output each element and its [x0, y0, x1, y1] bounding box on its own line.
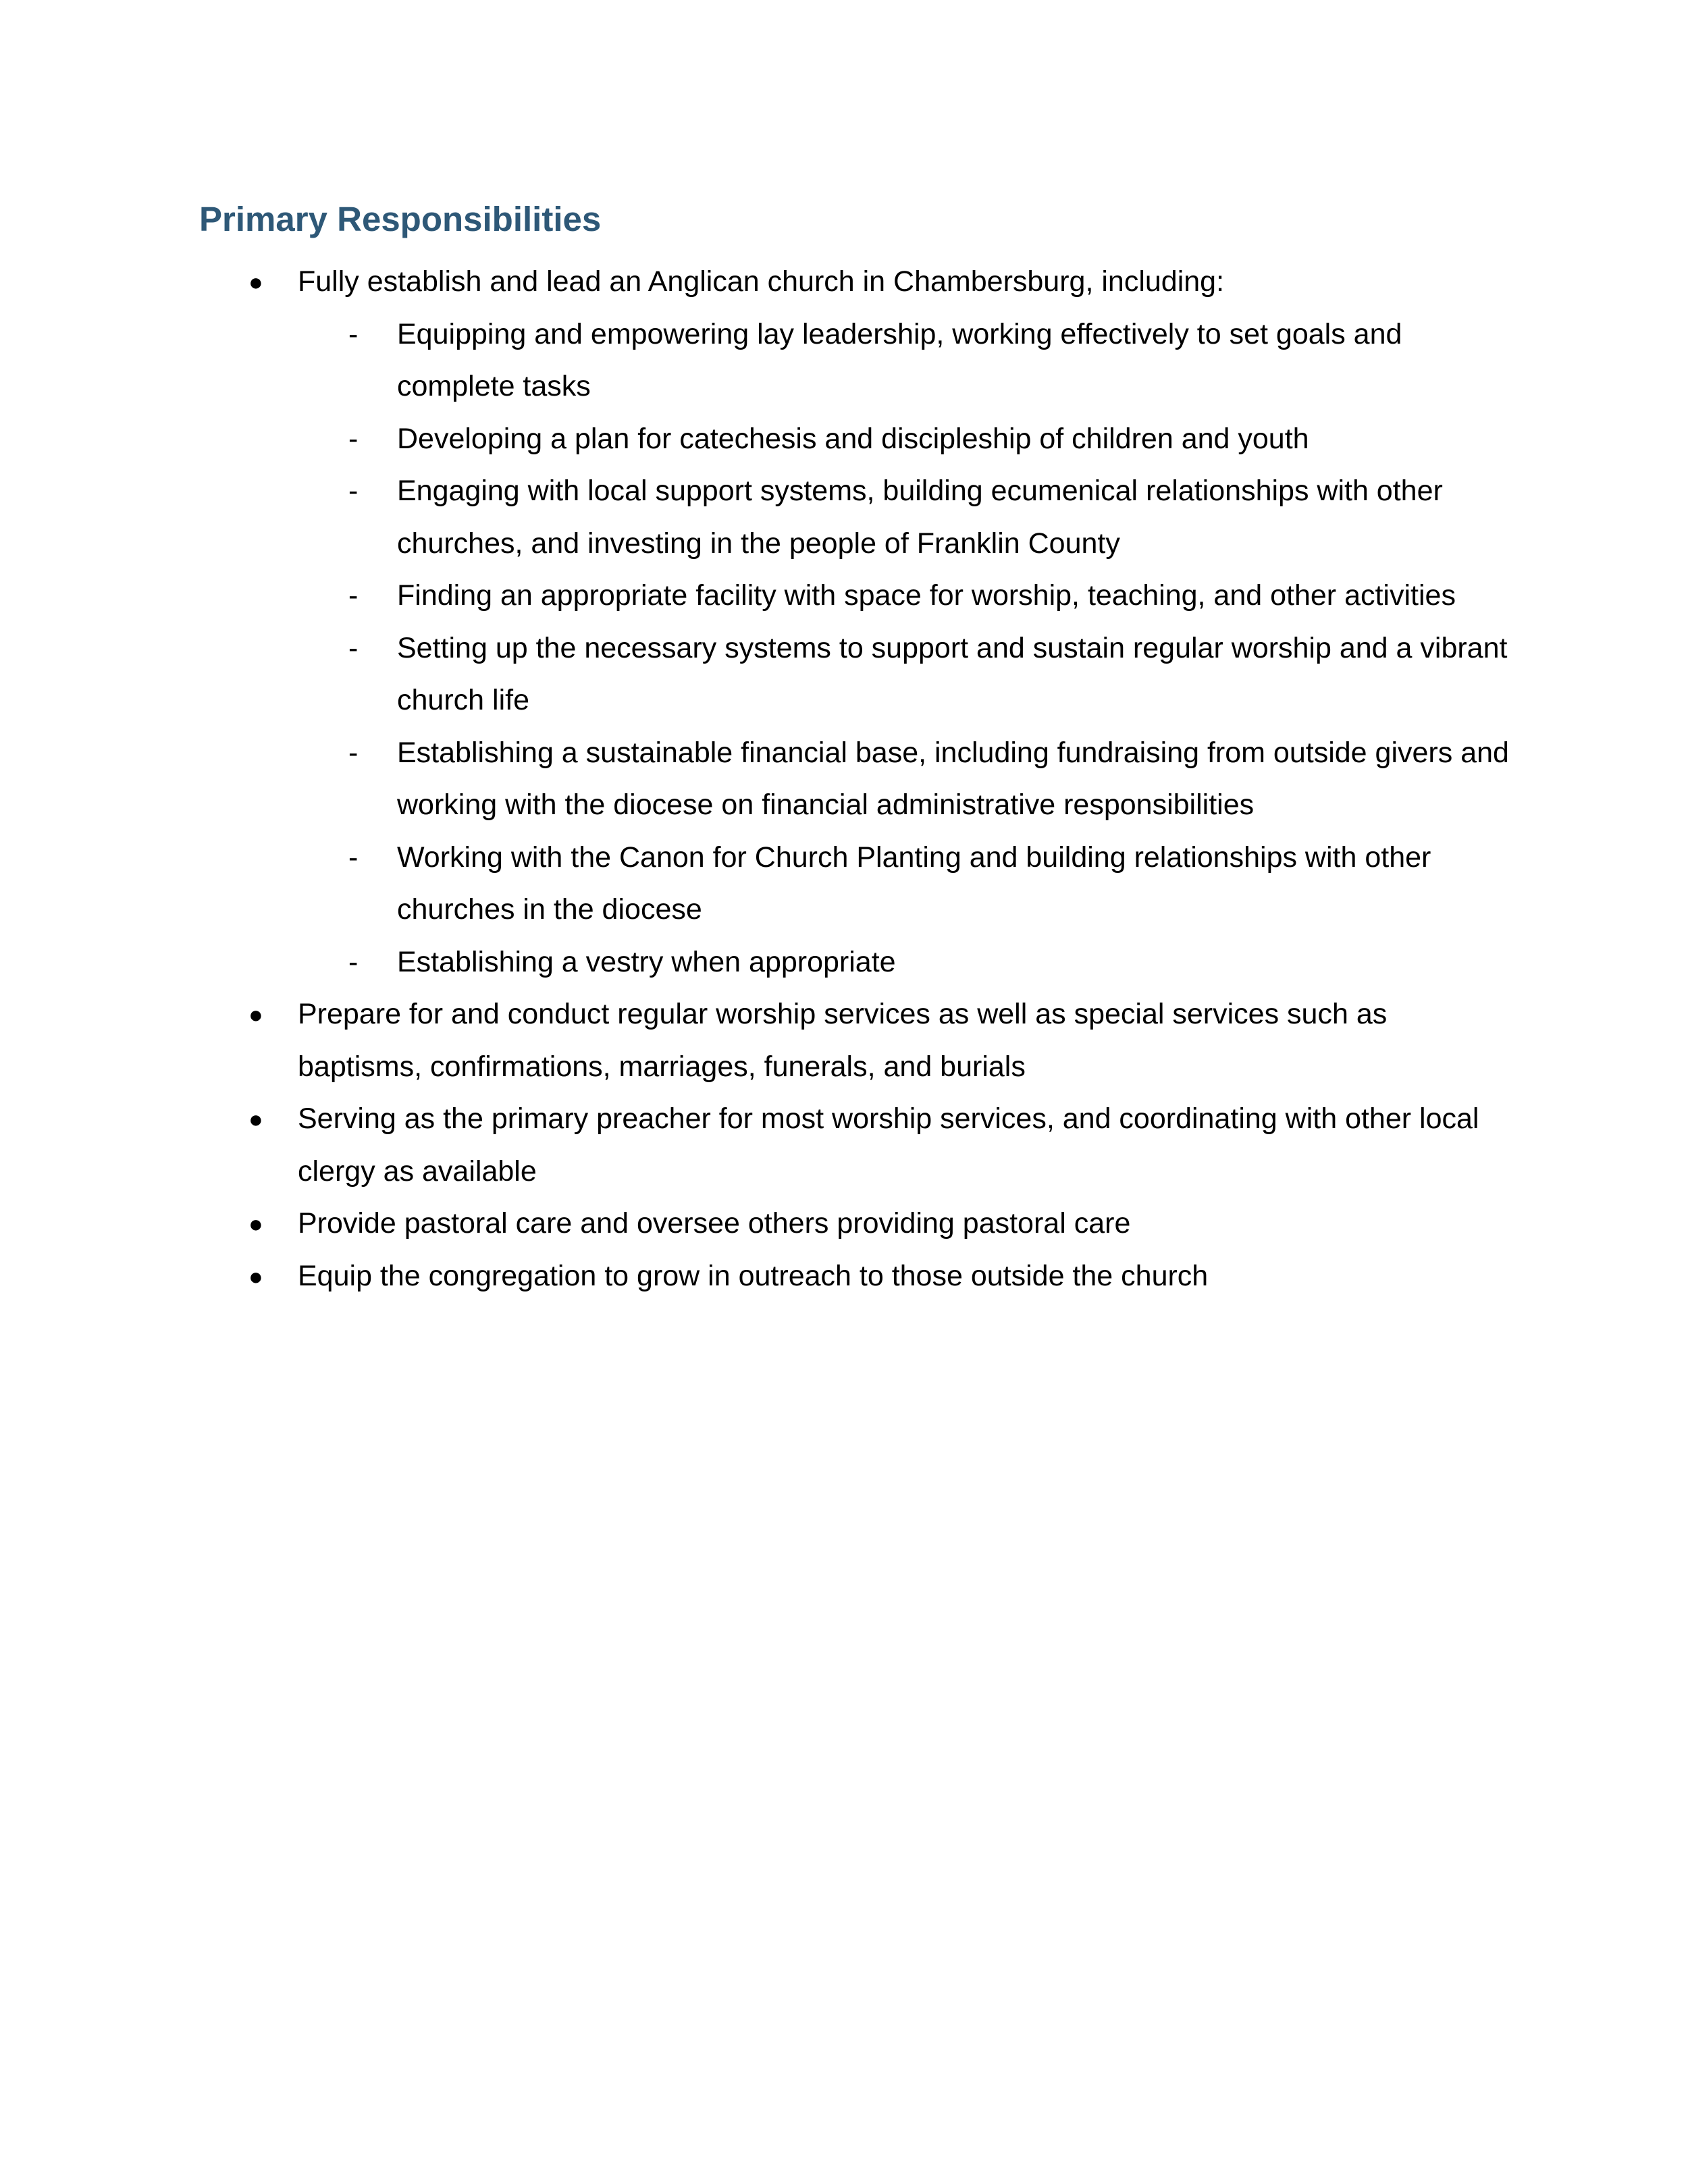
dash-icon: - — [348, 317, 359, 350]
sub-list — [0, 309, 1688, 989]
list-item-text: Equip the congregation to grow in outreach to those outside the church — [298, 1259, 1209, 1292]
list-item — [0, 1093, 1688, 1198]
list-item — [0, 1198, 1688, 1250]
sub-list-item — [0, 622, 1688, 727]
list-item-text: Prepare for and conduct regular worship services as well as special services such as baptisms, confirmations, marriages, funerals, and burials — [298, 998, 1388, 1083]
list-item-text: Fully establish and lead an Anglican church in Chambersburg, including: — [298, 265, 1225, 298]
responsibilities-list — [0, 256, 1688, 1302]
sub-list-item — [0, 413, 1688, 466]
bullet-icon: ● — [248, 1262, 263, 1290]
sub-list-item — [0, 936, 1688, 989]
sub-list-item — [0, 309, 1688, 413]
list-item — [0, 256, 1688, 988]
sub-list-item-text: Developing a plan for catechesis and discipleship of children and youth — [397, 422, 1309, 455]
sub-list-item-text: Working with the Canon for Church Planting and building relationships with other churches in the diocese — [397, 841, 1431, 926]
bullet-icon: ● — [248, 1210, 263, 1237]
dash-icon: - — [348, 945, 359, 978]
list-item-text: Provide pastoral care and oversee others providing pastoral care — [298, 1207, 1131, 1240]
bullet-icon: ● — [248, 1105, 263, 1133]
bullet-icon: ● — [248, 268, 263, 296]
dash-icon: - — [348, 422, 359, 455]
dash-icon: - — [348, 475, 359, 507]
sub-list-item-text: Setting up the necessary systems to support and sustain regular worship and a vibrant church life — [397, 631, 1508, 716]
list-item — [0, 1250, 1688, 1303]
bullet-icon: ● — [248, 1001, 263, 1028]
sub-list-item-text: Equipping and empowering lay leadership, working effectively to set goals and complete tasks — [397, 317, 1402, 402]
section-heading: Primary Responsibilities — [199, 200, 602, 238]
sub-list-item — [0, 727, 1688, 832]
sub-list-item-text: Establishing a sustainable financial base, including fundraising from outside givers and working with the diocese on financial administrative responsibilities — [397, 736, 1509, 821]
sub-list-item — [0, 570, 1688, 622]
dash-icon: - — [348, 579, 359, 612]
dash-icon: - — [348, 736, 359, 769]
dash-icon: - — [348, 631, 359, 664]
sub-list-item — [0, 832, 1688, 936]
sub-list-item — [0, 465, 1688, 570]
sub-list-item-text: Engaging with local support systems, building ecumenical relationships with other churches, and investing in the people of Franklin County — [397, 475, 1443, 560]
list-item-text: Serving as the primary preacher for most worship services, and coordinating with other local clergy as available — [298, 1102, 1479, 1188]
sub-list-item-text: Finding an appropriate facility with space for worship, teaching, and other activities — [397, 579, 1456, 612]
list-item — [0, 988, 1688, 1093]
sub-list-item-text: Establishing a vestry when appropriate — [397, 945, 896, 978]
dash-icon: - — [348, 841, 359, 874]
